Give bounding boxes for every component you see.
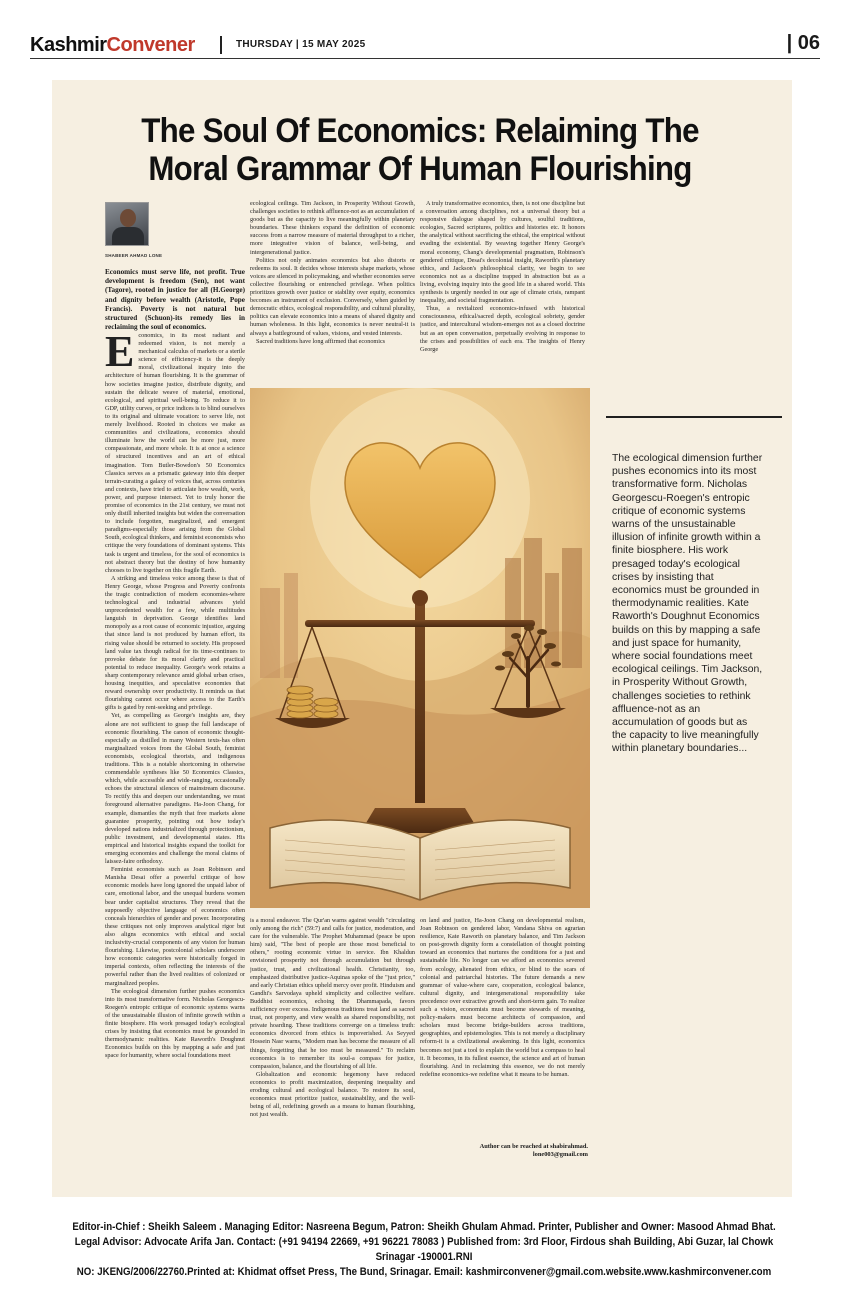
article-column-1 (105, 332, 245, 1192)
paragraph: The ecological dimension further pushes economics into its most transformative form. Nicholas Georgescu-Roegen's entropic critique of economic systems warns of the unsustainable illusion of infinite growth within a finite biosphere. His work presaged today's ecological crises by insisting that economics must be grounded in thermodynamic realities. Kate Raworth's Doughnut Economics builds on this by mapping a safe and just space for humanity, where social foundations meet (105, 987, 245, 1060)
article-column-4 (250, 917, 415, 1177)
footer-line-2: Legal Advisor: Advocate Arifa Jan. Contact: (+91 94194 22669, +91 96221 78083 ) Published from: 3rd Floor, Firdous shah Building, Abi Guzar, lal Chowk Srinagar -190001.RNI (74, 1236, 774, 1263)
masthead (30, 30, 820, 60)
paragraph: Thus, a revitalized economics-infused with historical consciousness, ethical/sacred depth, ecological sobriety, gender justice, and intercultural wisdom-emerges not as a closed doctrine but as an open conversation, perpetually evolving in response to the crises and possibilities of each era. The insights of Henry George (420, 305, 585, 353)
article-headline (98, 112, 742, 188)
article-intro: Economics must serve life, not profit. True development is freedom (Sen), not want (Tagore), rooted in justice for all (H.George) and dignity before wealth (Aristotle, Pope Francis). Poverty is not natural but structured (Schuon)-its remedy lies in reclaiming the soul of economics. (105, 268, 245, 332)
scales-heart-book-illustration (250, 388, 590, 908)
paragraph: Sacred traditions have long affirmed that economics (256, 337, 386, 345)
brand-convener: Convener (106, 34, 195, 56)
brand-kashmir: Kashmir (30, 34, 107, 56)
pullquote-rule (606, 416, 782, 418)
article-column-3 (420, 200, 585, 386)
headline-line-1: The Soul Of Economics: Relaiming The (141, 112, 699, 150)
paragraph-text: conomics, in its most radiant and redeemed vision, is not merely a mechanical calculus of markets or a sterile science of efficiency-it is the deeply moral, civilizational inquiry into the architecture of human flourishing. It is the grammar of how societies imagine justice, distribute dignity, and sustain the delicate weave of material, emotional, ecological, and spiritual well-being. To reduce it to GDP, utility curves, or price indices is to blind ourselves to its original and ultimate vocation: to serve life, not merely livelihood. Rooted in choices we make as communities and civilizations, economics should illuminate how the world can be more just, more compassionate, and more whole. It is at once a science of structured incentives and an art of ethical imagination. Tom Butler-Bowdon's 50 Economics Classics serves as a prismatic gateway into this deeper terrain-curating a galaxy of voices that, across centuries and contexts, have tried to articulate how wealth, work, power, and purpose intersect. Yet to truly honor the promise of economics in the 21st century, we must not only distill inherited insights but widen the conversation to include forgotten, marginalized, and emergent paradigms-especially those arising from the Global South, ecological thinkers, and feminist economists who critique the very foundations of dominant systems. This task is urgent and timeless, for the soul of economics is not abstract theory but the destiny of how humanity chooses to live together on this fragile Earth. (105, 332, 245, 574)
paragraph: A truly transformative economics, then, is not one discipline but a conversation among disciplines, not a universal theory but a responsive dialogue shaped by cultures, soulful traditions, ecologies, Sacred scriptures, politics and histories etc. It honors the analytical without sacrificing the ethical, the empirical without evading the existential. By weaving together Henry George's moral economy, Chang's developmental pragmatism, Robinson's gendered critique, Desai's decolonial insight, Raworth's planetary ethics, and Jackson's philosophical clarity, we begin to see economics not as a discipline trapped in abstraction but as a living, evolving inquiry into the good life in a shared world. This synthesis is urgently needed in our age of climate crisis, rampant inequality, and societal fragmentation. (420, 200, 585, 305)
pullquote: The ecological dimension further pushes economics into its most transformative form. Nicholas Georgescu-Roegen's entropic critique of economic systems warns of the unsustainable illusion of infinite growth within a finite biosphere. His work presaged today's ecological crises by insisting that economics must be grounded in thermodynamic realities. Kate Raworth's Doughnut Economics builds on this by mapping a safe and just space for humanity, where social foundations meet ecological ceilings. Tim Jackson, in Prosperity Without Growth, challenges societies to rethink affluence-not as an accumulation of goods but as the capacity to live meaningfully within planetary boundaries... (612, 453, 763, 755)
article-column-5 (420, 917, 585, 1127)
paragraph: Feminist economists such as Joan Robinson and Manisha Desai offer a powerful critique of how economic models have long ignored the unpaid labor of care, emotional labor, and the unequal burdens women bear under capitalist structures. They reveal that the supposedly objective language of economics often conceals hierarchies of gender and power. Incorporating these critiques not only improves analytical rigor but also aligns economics with ethical and social inclusivity-crucial components of any vision for human flourishing. Likewise, postcolonial scholars underscore how economic categories were historically forged in imperial contexts, often reflecting the interests of the powerful rather than the lived realities of colonized or marginalized peoples. (105, 866, 245, 987)
paragraph: A striking and timeless voice among these is that of Henry George, whose Progress and Poverty confronts the tragic contradiction of modern economies-where technological and industrial advances yield unprecedented wealth for a few, while multitudes languish in deprivation. George identifies land monopoly as a root cause of economic injustice, arguing that since land is not produced by human effort, its rising value should be returned to society. His proposed land value tax though radical for its time-continues to provoke debate for its moral clarity and practical potential to reduce inequality. George's work retains a sharp contemporary relevance amid global urban crises, housing inequities, and speculative economies that reward ownership over productivity. It reminds us that flourishing cannot occur where access to the Earth's gifts is gated by rent-seeking and privilege. (105, 574, 245, 712)
paragraph: Globalization and economic hegemony have reduced economics to profit maximization, deepening inequality and eroding cultural and ecological balance. To restore its soul, economics must prioritize justice, sustainability, and the well-being of all, redefining growth as a means to human flourishing, not just wealth. (250, 1070, 415, 1119)
contact-email[interactable]: lone003@gmail.com (532, 1151, 588, 1159)
author-photo (105, 202, 149, 246)
paragraph (105, 332, 245, 575)
footer-line-1: Editor-in-Chief : Sheikh Saleem . Managing Editor: Nasreena Begum, Patron: Sheikh Ghulam Ahmad. Printer, Publisher and Owner: Masood Ahmad Bhat. (72, 1221, 776, 1233)
masthead-rule (30, 58, 820, 59)
article-column-2 (250, 200, 415, 386)
paragraph: Yet, as compelling as George's insights are, they alone are not sufficient to grasp the full landscape of economic flourishing. The canon of economic thought-especially as distilled in many Western texts-has often marginalized voices from the Global South, feminist economists, ecological theorists, and indigenous traditions. This is a notable shortcoming in otherwise commendable syntheses like 50 Economics Classics, which, while accessible and wide-ranging, occasionally echoes the structural silences of mainstream discourse. To rectify this and deepen our understanding, we must foreground alternative paradigms. Ha-Joon Chang, for example, dismantles the myth that free markets alone guarantee prosperity, pointing out how today's developed nations industrialized through protectionism, public investment, and developmental states. His empirical and historical insights expand the toolkit for emerging economies and challenge the moral claims of laissez-faire orthodoxy. (105, 712, 245, 866)
newspaper-logo[interactable] (30, 34, 195, 57)
contact-line-1: Author can be reached at shabirahmad. (479, 1143, 588, 1150)
paragraph: Politics not only animates economics but also distorts or redeems its soul. It decides whose interests shape markets, whose voices are silenced in policymaking, and whether economies serve collective flourishing or entrenched privilege. When politics prioritizes growth over justice or stability over equity, economics becomes an instrument of exclusion. Conversely, when guided by democratic ethics, ecological responsibility, and cultural plurality, politics can elevate economics into a means of shared dignity and human wholeness. In this light, economics is never neutral-it is always a battleground of values, visions, and vested interests. (250, 256, 415, 337)
author-name: SHABEER AHMAD LONE (105, 253, 163, 258)
article-illustration (250, 388, 590, 908)
issue-date: THURSDAY | 15 MAY 2025 (236, 39, 366, 50)
author-contact (420, 1143, 588, 1160)
imprint-footer (68, 1220, 779, 1280)
paragraph: ecological ceilings. Tim Jackson, in Prosperity Without Growth, challenges societies to rethink affluence-not as an accumulation of goods but as the capacity to live meaningfully within planetary boundaries. These thinkers expand the definition of economic success from a narrow measure of material throughput to a richer, more integrative vision of balance, well-being, and intergenerational justice. (250, 200, 415, 256)
footer-line-3: NO: JKENG/2006/22760.Printed at: Khidmat offset Press, The Bund, Srinagar. Email: kashmirconvener@gmail.com.website.www.kashmirconvener.com (76, 1266, 772, 1278)
paragraph: is a moral endeavor. The Qur'an warns against wealth "circulating only among the rich" (59:7) and calls for justice, moderation, and care for the vulnerable. The Prophet Muhammad (peace be upon him) said, "The best of people are those most beneficial to others," rooting economic virtue in service. Ibn Khaldun envisioned prosperity not through accumulation but through justice, trust, and civilizational health. Christianity, too, emphasized distributive justice-Aquinas spoke of the "just price," and early Christian ethics upheld mercy over profit. Hinduism and Gandhi's Sarvodaya upheld simplicity and collective welfare. Buddhist economics, echoing the Dhammapada, favors sufficiency over excess. Indigenous traditions treat land as sacred trust, not property, and view wealth as shared responsibility, not private hoarding. These traditions converge on a timeless truth: economics divorced from ethics is impoverished. As Seyyed Hossein Nasr warns, "Modern man has become the measure of all things, forgetting that he too must be measured." To reclaim economics is to remember its soul-a compass for justice, compassion, balance, and the flourishing of all life. (250, 917, 415, 1070)
drop-cap: E (105, 332, 135, 376)
page-number: | 06 (786, 32, 820, 54)
masthead-divider (220, 36, 222, 54)
headline-line-2: Moral Grammar Of Human Flourishing (148, 150, 692, 188)
paragraph: on land and justice, Ha-Joon Chang on developmental realism, Joan Robinson on gendered labor, Vandana Shiva on agrarian resilience, Kate Raworth on planetary balance, and Tim Jackson on post-growth dignity form a constellation of thought pointing toward an economics that nurtures the conditions for a just and sustainable life. No longer can we afford an economics severed from ecology, alienated from ethics, or blind to the scars of colonial and patriarchal histories. The future demands a new grammar of value-where care, cooperation, ecological balance, cultural dignity, and intergenerational responsibility take precedence over extractive growth and short-term gain. To realize such a vision, economists must become stewards of meaning, policy-makers must become architects of compassion, and scholars must become bridge-builders across traditions, geographies, and epistemologies. This is not merely a disciplinary reform-it is a civilizational awakening. In this light, economics becomes not just a tool to explain the world but a compass to heal it. It becomes, in its fullest essence, the science and art of human flourishing. And in reclaiming this essence, we do not merely redefine economics-we redefine what it means to be human. (420, 917, 585, 1078)
